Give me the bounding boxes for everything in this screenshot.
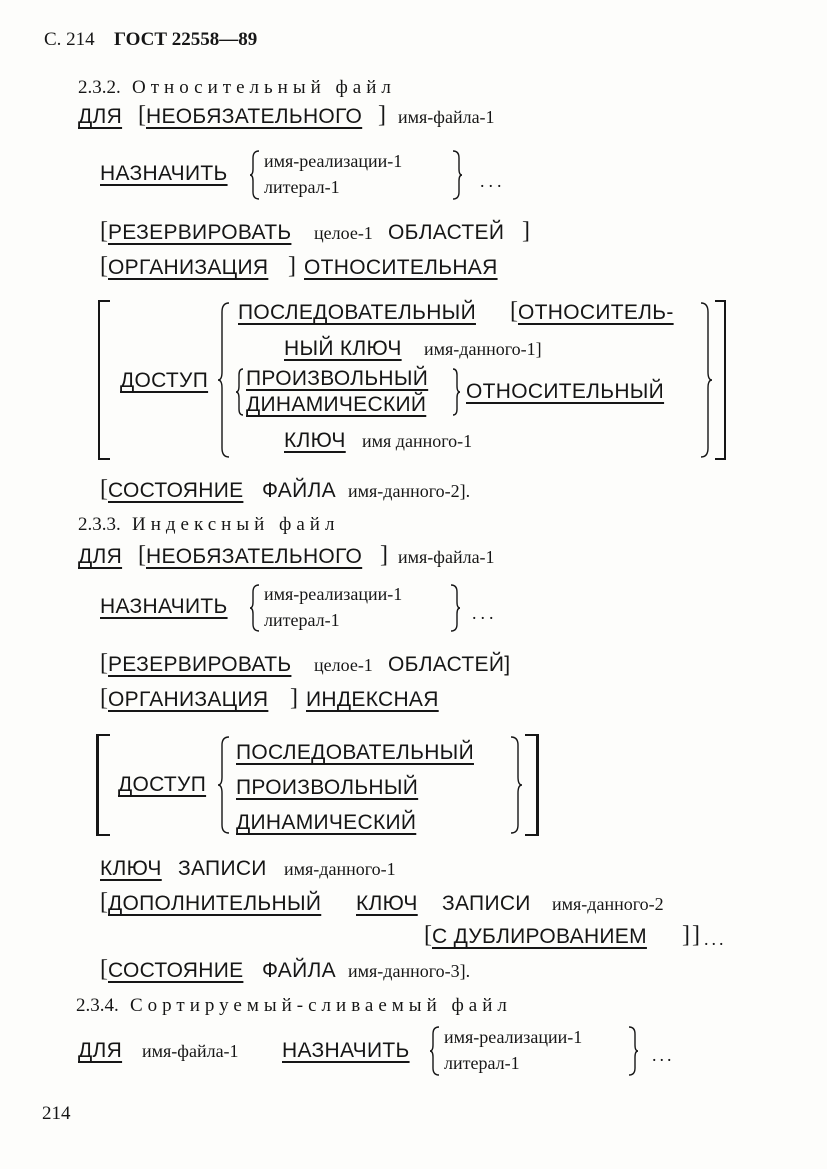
- param-imya-dannogo: имя-данного-3].: [348, 961, 471, 981]
- brace-left-icon: [236, 368, 244, 416]
- keyword-dostup: ДОСТУП: [120, 369, 209, 392]
- keyword-rezerv: РЕЗЕРВИРОВАТЬ: [108, 653, 292, 676]
- option-dinam: ДИНАМИЧЕСКИЙ: [246, 393, 427, 416]
- section-number: 2.3.3.: [78, 514, 121, 535]
- bracket-left-bottom: [96, 834, 110, 836]
- keyword-oblastei: ОБЛАСТЕЙ: [388, 221, 505, 244]
- keyword-naznachit: НАЗНАЧИТЬ: [100, 162, 228, 185]
- keyword-dlya: ДЛЯ: [78, 545, 123, 568]
- bracket-open: [: [100, 253, 108, 279]
- bracket-open: [: [100, 476, 108, 502]
- keyword-oblastei: ОБЛАСТЕЙ]: [388, 653, 511, 676]
- keyword-neob: НЕОБЯЗАТЕЛЬНОГО: [146, 545, 363, 568]
- param-imya-dannogo: имя-данного-2: [552, 894, 664, 914]
- param-imya-faila: имя-файла-1: [398, 547, 495, 567]
- section-title: Относительный файл: [132, 77, 396, 98]
- keyword-dopoln: ДОПОЛНИТЕЛЬНЫЙ: [108, 892, 322, 915]
- param-imya-dannogo: имя-данного-1]: [424, 339, 542, 359]
- bracket-open: [: [424, 922, 432, 948]
- bracket-open: [: [100, 956, 108, 982]
- keyword-rezerv: РЕЗЕРВИРОВАТЬ: [108, 221, 292, 244]
- param-imya-faila: имя-файла-1: [398, 107, 495, 127]
- param-impl: имя-реализации-1: [264, 151, 403, 171]
- option-dinam: ДИНАМИЧЕСКИЙ: [236, 811, 417, 834]
- option-proizv: ПРОИЗВОЛЬНЫЙ: [236, 776, 419, 799]
- page-number: 214: [42, 1103, 71, 1124]
- ellipsis: ...: [472, 603, 498, 623]
- param-literal: литерал-1: [264, 610, 340, 630]
- keyword-naznachit: НАЗНАЧИТЬ: [282, 1039, 410, 1062]
- section-number: 2.3.4.: [76, 995, 119, 1016]
- bracket-close: ]: [522, 218, 530, 244]
- param-literal: литерал-1: [444, 1053, 520, 1073]
- bracket-open: [: [100, 889, 108, 915]
- page-header-left: С. 214: [44, 29, 95, 50]
- bracket-open: [: [100, 685, 108, 711]
- brace-right-icon: [452, 368, 460, 416]
- bracket-open: [: [138, 542, 146, 568]
- ellipsis: ...: [652, 1045, 675, 1065]
- param-imya-dannogo: имя-данного-2].: [348, 481, 471, 501]
- brace-right-icon: [452, 150, 462, 200]
- bracket-right-bottom: [715, 458, 726, 460]
- bracket-open: [: [100, 218, 108, 244]
- bracket-left-bottom: [98, 458, 110, 460]
- bracket-right-line: [536, 734, 539, 836]
- bracket-close: ]: [288, 253, 296, 279]
- ellipsis: ...: [704, 929, 727, 949]
- keyword-dlya: ДЛЯ: [78, 105, 123, 128]
- bracket-close: ]: [682, 922, 690, 948]
- param-imya-dannogo: имя-данного-1: [284, 859, 396, 879]
- keyword-klyuch2: КЛЮЧ: [356, 892, 418, 915]
- bracket-right-line: [724, 300, 726, 460]
- bracket-left-line: [98, 300, 100, 460]
- bracket-close: ]: [378, 102, 386, 128]
- keyword-dlya: ДЛЯ: [78, 1039, 123, 1062]
- bracket-right-bottom: [525, 834, 539, 836]
- brace-right-icon: [628, 1026, 638, 1076]
- keyword-otnosit: ОТНОСИТЕЛЬНАЯ: [304, 256, 498, 279]
- keyword-neob: НЕОБЯЗАТЕЛЬНОГО: [146, 105, 363, 128]
- bracket-right-top: [525, 734, 539, 736]
- option-proizv: ПРОИЗВОЛЬНЫЙ: [246, 367, 429, 390]
- keyword-otnositelnyi: ОТНОСИТЕЛЬНЫЙ: [466, 380, 665, 403]
- bracket-open: [: [138, 102, 146, 128]
- brace-left-icon: [430, 1026, 440, 1076]
- bracket-close: ]: [380, 542, 388, 568]
- bracket-left-line: [96, 734, 99, 836]
- bracket-open: [: [100, 650, 108, 676]
- keyword-faila: ФАЙЛА: [262, 959, 336, 982]
- ellipsis: ...: [480, 171, 506, 191]
- keyword-zapisi: ЗАПИСИ: [178, 857, 267, 880]
- bracket-right-top: [715, 300, 726, 302]
- keyword-s-dubl: С ДУБЛИРОВАНИЕМ: [432, 925, 647, 948]
- param-impl: имя-реализации-1: [264, 584, 403, 604]
- page-header-doc: ГОСТ 22558—89: [114, 29, 258, 50]
- keyword-sostoyanie: СОСТОЯНИЕ: [108, 959, 244, 982]
- section-title: Индексный файл: [132, 514, 340, 535]
- param-imya-faila: имя-файла-1: [142, 1041, 239, 1061]
- brace-left-icon: [250, 150, 260, 200]
- param-celoe: целое-1: [314, 655, 373, 675]
- param-imya-dannogo: имя данного-1: [362, 431, 473, 451]
- param-impl: имя-реализации-1: [444, 1027, 583, 1047]
- keyword-naznachit: НАЗНАЧИТЬ: [100, 595, 228, 618]
- keyword-zapisi2: ЗАПИСИ: [442, 892, 531, 915]
- brace-left-icon: [218, 302, 230, 458]
- keyword-nyi-klyuch: НЫЙ КЛЮЧ: [284, 337, 402, 360]
- param-literal: литерал-1: [264, 177, 340, 197]
- brace-right-icon: [510, 736, 522, 834]
- section-number: 2.3.2.: [78, 77, 121, 98]
- keyword-otnositel-part: ОТНОСИТЕЛЬ-: [518, 301, 674, 324]
- keyword-klyuch: КЛЮЧ: [100, 857, 162, 880]
- keyword-organiz: ОРГАНИЗАЦИЯ: [108, 688, 269, 711]
- param-celoe: целое-1: [314, 223, 373, 243]
- bracket-left-top: [96, 734, 110, 736]
- bracket-close: ]: [692, 922, 700, 948]
- option-posled: ПОСЛЕДОВАТЕЛЬНЫЙ: [238, 301, 476, 324]
- brace-left-icon: [250, 584, 260, 632]
- keyword-sostoyanie: СОСТОЯНИЕ: [108, 479, 244, 502]
- keyword-faila: ФАЙЛА: [262, 479, 336, 502]
- keyword-klyuch: КЛЮЧ: [284, 429, 346, 452]
- section-title: Сортируемый-сливаемый файл: [130, 995, 512, 1016]
- bracket-close: ]: [290, 685, 298, 711]
- brace-left-icon: [218, 736, 230, 834]
- option-posled: ПОСЛЕДОВАТЕЛЬНЫЙ: [236, 741, 474, 764]
- brace-right-icon: [700, 302, 712, 458]
- bracket-open: [: [510, 298, 518, 324]
- brace-right-icon: [450, 584, 460, 632]
- bracket-left-top: [98, 300, 110, 302]
- keyword-dostup: ДОСТУП: [118, 773, 207, 796]
- keyword-organiz: ОРГАНИЗАЦИЯ: [108, 256, 269, 279]
- keyword-indeks: ИНДЕКСНАЯ: [306, 688, 439, 711]
